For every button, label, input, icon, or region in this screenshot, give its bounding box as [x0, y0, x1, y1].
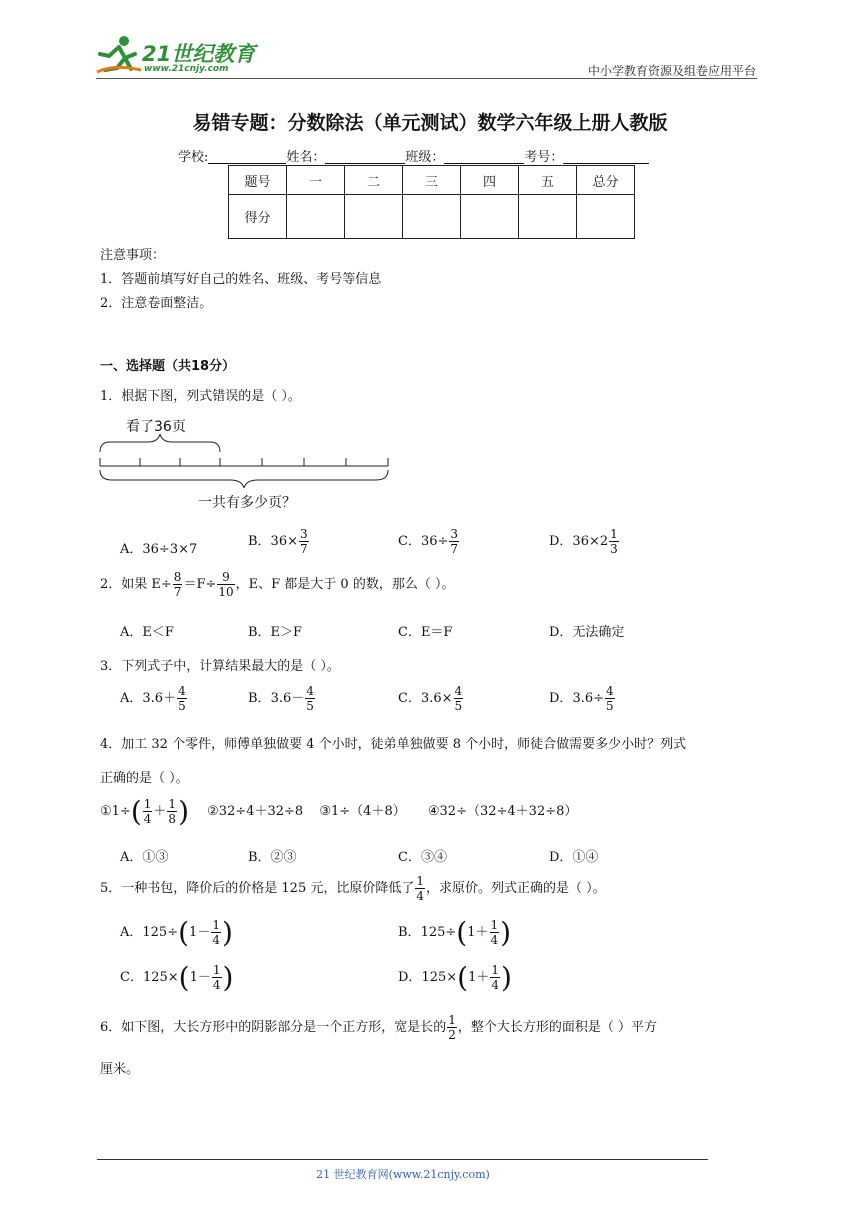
- fraction: [217, 570, 234, 599]
- question-text: 6．如下图，大长方形中的阴影部分是一个正方形，宽是长的: [100, 1020, 447, 1035]
- q5-option-c[interactable]: [120, 961, 233, 994]
- option-text: 3.6＋: [142, 691, 177, 706]
- fraction: [454, 684, 464, 713]
- section-heading: 一、选择题（共18分）: [100, 359, 236, 374]
- option-text: 125÷: [420, 925, 457, 940]
- right-paren: ): [178, 795, 189, 828]
- numerator: 1: [491, 963, 500, 977]
- denominator: 4: [416, 889, 424, 903]
- question-2: [100, 570, 454, 599]
- q5-option-b[interactable]: [398, 916, 511, 949]
- question-3: 3．下列式子中，计算结果最大的是（ ）。: [100, 659, 340, 674]
- left-paren: (: [456, 916, 468, 949]
- denominator: 4: [143, 812, 152, 826]
- question-1: 1．根据下图，列式错误的是（ ）。: [100, 389, 301, 404]
- option-text: 3.6×: [420, 691, 453, 706]
- left-paren: (: [457, 961, 469, 994]
- option-text: 3.6÷: [572, 691, 605, 706]
- right-paren: ): [222, 961, 234, 994]
- score-cell[interactable]: [577, 195, 635, 239]
- q4-expr-1: [100, 795, 193, 828]
- logo-url: www.21cnjy.com: [144, 64, 229, 74]
- fraction: [299, 527, 309, 556]
- left-paren: (: [178, 961, 190, 994]
- expr-text: ＋: [153, 804, 167, 819]
- q4-option-c[interactable]: C．③④: [398, 850, 447, 865]
- fraction: [177, 684, 187, 713]
- denominator: 4: [491, 978, 500, 992]
- option-label: A．: [120, 925, 143, 940]
- option-text: 1＋: [467, 925, 489, 940]
- option-text: B．36×: [248, 534, 298, 549]
- option-text: 3.6－: [270, 691, 305, 706]
- q4-option-d[interactable]: D．①④: [549, 850, 599, 865]
- fraction: [143, 797, 153, 826]
- score-header: 二: [345, 166, 403, 195]
- fraction: [167, 797, 177, 826]
- platform-label: 中小学教育资源及组卷应用平台: [587, 64, 756, 78]
- denominator: 7: [173, 585, 182, 599]
- q3-option-a[interactable]: [120, 684, 188, 713]
- fraction: [415, 874, 425, 903]
- option-label: D．: [549, 691, 573, 706]
- denominator: 4: [490, 933, 499, 947]
- q2-option-c[interactable]: C．E＝F: [398, 625, 453, 640]
- class-label: 班级：: [405, 150, 445, 165]
- note-item: 2．注意卷面整洁。: [100, 296, 213, 311]
- numerator: 1: [610, 527, 618, 541]
- denominator: 4: [212, 933, 220, 947]
- numerator: 1: [416, 874, 424, 888]
- school-label: 学校:: [178, 150, 209, 165]
- denominator: 10: [218, 585, 234, 599]
- fraction: [605, 684, 615, 713]
- fraction: [173, 570, 183, 599]
- score-row-label: 得分: [229, 195, 287, 239]
- q1-option-b[interactable]: [248, 527, 310, 556]
- option-text: 125×: [421, 970, 458, 985]
- diagram-bottom-label: 一共有多少页？: [198, 495, 296, 511]
- expr-text: ①1÷: [100, 804, 131, 819]
- denominator: 4: [212, 978, 221, 992]
- exam-no-blank[interactable]: [563, 149, 649, 164]
- numerator: 3: [300, 527, 308, 541]
- score-header: 一: [287, 166, 345, 195]
- question-4-line2: 正确的是（ ）。: [100, 771, 189, 786]
- class-blank[interactable]: [444, 149, 524, 164]
- fraction: [305, 684, 315, 713]
- q4-expr-2: ②32÷4＋32÷8: [207, 804, 304, 819]
- footer-divider: [97, 1159, 708, 1160]
- option-text: 125×: [142, 970, 179, 985]
- q1-option-d[interactable]: [549, 527, 620, 556]
- numerator: 4: [606, 684, 614, 698]
- fraction: [447, 1013, 457, 1042]
- question-4: 4．加工 32 个零件，师傅单独做要 4 个小时，徒弟单独做要 8 个小时，师徒合做需要多少小时？列式: [100, 737, 687, 752]
- numerator: 1: [490, 918, 499, 932]
- note-item: 1．答题前填写好自己的姓名、班级、考号等信息: [100, 272, 382, 287]
- option-text: C．36÷: [398, 534, 449, 549]
- footer-link[interactable]: 21 世纪教育网(www.21cnjy.com): [316, 1168, 490, 1181]
- denominator: 5: [178, 699, 186, 713]
- question-text: ，E、F 都是大于 0 的数，那么（ ）。: [235, 577, 455, 592]
- score-header: 五: [519, 166, 577, 195]
- option-text: 1－: [189, 925, 211, 940]
- numerator: 9: [217, 570, 234, 585]
- score-cell[interactable]: [345, 195, 403, 239]
- option-label: B．: [248, 691, 271, 706]
- numerator: 1: [448, 1013, 456, 1027]
- student-info-line: [178, 146, 649, 165]
- score-cell[interactable]: [519, 195, 577, 239]
- denominator: 2: [448, 1028, 456, 1042]
- question-6-line2: 厘米。: [100, 1062, 140, 1077]
- score-header: 总分: [577, 166, 635, 195]
- question-text: 5．一种书包，降价后的价格是 125 元，比原价降低了: [100, 881, 415, 896]
- score-header: 题号: [229, 166, 287, 195]
- school-blank[interactable]: [208, 149, 286, 164]
- score-cell[interactable]: [461, 195, 519, 239]
- header-divider: [96, 78, 757, 79]
- question-5: [100, 874, 606, 903]
- score-header: 三: [403, 166, 461, 195]
- numerator: 8: [173, 570, 182, 584]
- question-6: [100, 1013, 657, 1042]
- option-text: 1－: [189, 970, 211, 985]
- denominator: 7: [450, 542, 459, 556]
- score-header: 四: [461, 166, 519, 195]
- numerator: 3: [450, 527, 459, 541]
- q5-option-a[interactable]: [120, 916, 233, 949]
- option-label: D．: [398, 970, 422, 985]
- question-text: 2．如果 E÷: [100, 577, 172, 592]
- denominator: 5: [606, 699, 614, 713]
- diagram-top-label: 看了36页: [126, 419, 186, 435]
- score-table: [228, 165, 635, 239]
- numerator: 1: [212, 918, 220, 932]
- q2-option-b[interactable]: B．E＞F: [248, 625, 303, 640]
- numerator: 4: [178, 684, 186, 698]
- logo-text: 21世纪教育: [142, 42, 256, 66]
- q4-expr-4: ④32÷（32÷4＋32÷8）: [427, 804, 578, 819]
- exam-no-label: 考号：: [524, 150, 564, 165]
- fraction: [211, 918, 221, 947]
- notes: [100, 244, 381, 316]
- fraction: [609, 527, 619, 556]
- numerator: 1: [212, 963, 221, 977]
- question-text: ，整个大长方形的面积是（ ）平方: [457, 1020, 658, 1035]
- score-cell[interactable]: [287, 195, 345, 239]
- option-label: C．: [120, 970, 143, 985]
- runner-icon: [95, 34, 143, 74]
- q2-option-d[interactable]: D．无法确定: [549, 625, 625, 640]
- q3-option-d[interactable]: [549, 684, 616, 713]
- q4-option-a[interactable]: A．①③: [120, 850, 169, 865]
- q1-diagram: [98, 414, 393, 514]
- left-paren: (: [178, 916, 190, 949]
- q3-option-c[interactable]: [398, 684, 464, 713]
- page-title: 易错专题：分数除法（单元测试）数学六年级上册人教版: [192, 112, 668, 134]
- numerator: 1: [143, 797, 152, 811]
- score-cell[interactable]: [403, 195, 461, 239]
- notes-title: 注意事项：: [100, 248, 166, 263]
- denominator: 5: [306, 699, 314, 713]
- right-paren: ): [221, 916, 233, 949]
- question-text: ，求原价。列式正确的是（ ）。: [426, 881, 606, 896]
- right-paren: ): [500, 916, 512, 949]
- option-label: A．: [120, 691, 143, 706]
- q1-option-c[interactable]: [398, 527, 460, 556]
- q1-option-a[interactable]: A．36÷3×7: [120, 542, 198, 557]
- q5-option-d[interactable]: [398, 961, 512, 994]
- option-text: 125÷: [142, 925, 179, 940]
- denominator: 5: [454, 699, 463, 713]
- numerator: 4: [454, 684, 463, 698]
- denominator: 3: [610, 542, 618, 556]
- q4-option-b[interactable]: B．②③: [248, 850, 297, 865]
- numerator: 4: [306, 684, 314, 698]
- q3-option-b[interactable]: [248, 684, 316, 713]
- denominator: 7: [300, 542, 308, 556]
- denominator: 8: [168, 812, 177, 826]
- numerator: 1: [168, 797, 177, 811]
- option-label: C．: [398, 691, 421, 706]
- fraction: [212, 963, 222, 992]
- option-text: 1＋: [468, 970, 490, 985]
- q4-expr-3: ③1÷（4＋8）: [319, 804, 406, 819]
- question-text: ＝F÷: [183, 577, 217, 592]
- q2-option-a[interactable]: A．E＜F: [120, 625, 174, 640]
- left-paren: (: [130, 795, 142, 828]
- name-blank[interactable]: [325, 149, 405, 164]
- fraction: [490, 918, 500, 947]
- option-label: B．: [398, 925, 421, 940]
- fraction: [490, 963, 500, 992]
- fraction: [449, 527, 459, 556]
- option-text: D．36×2: [549, 534, 609, 549]
- name-label: 姓名：: [286, 150, 326, 165]
- site-logo: [95, 34, 260, 80]
- right-paren: ): [501, 961, 512, 994]
- q4-expressions: [100, 795, 577, 828]
